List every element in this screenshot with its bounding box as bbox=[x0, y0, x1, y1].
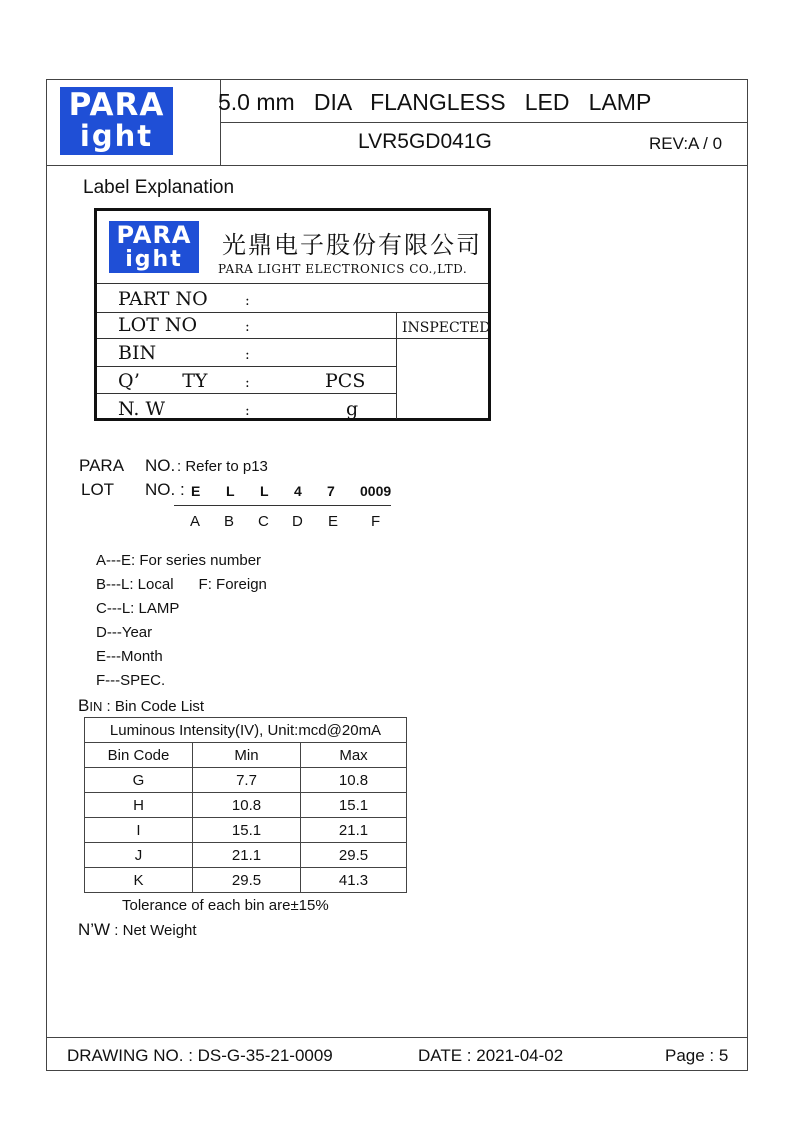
label-field-qty: Q’ TY bbox=[118, 370, 208, 392]
label-colon: : bbox=[245, 375, 250, 391]
max-cell: 21.1 bbox=[301, 818, 407, 843]
min-cell: 29.5 bbox=[193, 868, 301, 893]
lot-letter-c: C bbox=[258, 513, 269, 530]
explanation-line: C---L: LAMP bbox=[96, 600, 180, 617]
bin-code-cell: J bbox=[85, 843, 193, 868]
lot-underline bbox=[174, 505, 391, 506]
label-colon: : bbox=[245, 319, 250, 335]
label-row-line bbox=[97, 393, 396, 394]
explanation-line: F---SPEC. bbox=[96, 672, 166, 689]
para-no-value: : Refer to p13 bbox=[177, 458, 268, 475]
footer-divider bbox=[47, 1037, 747, 1038]
lot-no-label: NO. : bbox=[145, 480, 185, 499]
bin-code-cell: G bbox=[85, 768, 193, 793]
explanation-line: D---Year bbox=[96, 624, 153, 641]
logo-line-1: PARA bbox=[68, 87, 165, 123]
lot-letter-a: A bbox=[190, 513, 201, 530]
table-caption-row bbox=[85, 718, 407, 743]
company-name-english: PARA LIGHT ELECTRONICS CO.,LTD. bbox=[218, 262, 468, 276]
label-field-lot-no: LOT NO bbox=[118, 314, 198, 336]
inspected-stamp-label: INSPECTED bbox=[402, 320, 491, 336]
label-field-nw: N. W bbox=[118, 398, 166, 420]
bin-code-cell: H bbox=[85, 793, 193, 818]
lot-code-f: 0009 bbox=[360, 483, 392, 499]
table-caption: Luminous Intensity(IV), Unit:mcd@20mA bbox=[85, 718, 407, 743]
label-col-line bbox=[396, 312, 397, 419]
lot-code-e: 7 bbox=[327, 483, 335, 499]
bin-heading-small: IN bbox=[89, 699, 103, 714]
label-colon: : bbox=[245, 403, 250, 419]
table-row bbox=[85, 818, 407, 843]
label-row-line bbox=[97, 366, 396, 367]
label-logo-line-2: ight bbox=[125, 247, 183, 272]
label-colon: : bbox=[245, 293, 250, 309]
label-weight-unit: g bbox=[346, 398, 359, 420]
bin-code-cell: I bbox=[85, 818, 193, 843]
max-cell: 41.3 bbox=[301, 868, 407, 893]
lot-letter-e: E bbox=[328, 513, 339, 530]
para-no-label: NO. bbox=[145, 456, 176, 475]
lot-letter-f: F bbox=[371, 513, 381, 530]
bin-heading-big: B bbox=[78, 696, 90, 715]
explanation-line: E---Month bbox=[96, 648, 163, 665]
revision: REV:A / 0 bbox=[649, 134, 723, 153]
document-title: 5.0 mm DIA FLANGLESS LED LAMP bbox=[218, 89, 652, 115]
bin-code-cell: K bbox=[85, 868, 193, 893]
table-row bbox=[85, 868, 407, 893]
lot-code-b: L bbox=[226, 483, 235, 499]
label-qty-unit: PCS bbox=[325, 370, 366, 392]
min-cell: 7.7 bbox=[193, 768, 301, 793]
label-logo-line-1: PARA bbox=[116, 221, 192, 249]
drawing-number: DRAWING NO. : DS-G-35-21-0009 bbox=[67, 1046, 333, 1065]
table-row bbox=[85, 793, 407, 818]
lot-code-c: L bbox=[260, 483, 269, 499]
label-sample bbox=[94, 208, 491, 421]
bin-description: : Bin Code List bbox=[106, 698, 205, 715]
max-cell: 10.8 bbox=[301, 768, 407, 793]
logo-line-2: ight bbox=[79, 119, 154, 153]
section-title: Label Explanation bbox=[83, 177, 235, 198]
nw-description: : Net Weight bbox=[114, 922, 197, 939]
column-header: Max bbox=[301, 743, 407, 768]
bin-code-table bbox=[84, 717, 407, 893]
tolerance-note: Tolerance of each bin are±15% bbox=[122, 897, 329, 914]
min-cell: 10.8 bbox=[193, 793, 301, 818]
label-row-line bbox=[97, 312, 488, 313]
label-field-bin: BIN bbox=[118, 342, 157, 364]
bin-heading bbox=[78, 696, 204, 716]
column-header: Bin Code bbox=[85, 743, 193, 768]
lot-letter-d: D bbox=[292, 513, 303, 530]
nw-label: N’W bbox=[78, 920, 111, 939]
lot-code-d: 4 bbox=[294, 483, 302, 499]
column-header: Min bbox=[193, 743, 301, 768]
lot-label: LOT bbox=[81, 480, 115, 499]
lot-code-a: E bbox=[191, 483, 201, 499]
label-row-line bbox=[97, 283, 488, 284]
table-row bbox=[85, 768, 407, 793]
max-cell: 15.1 bbox=[301, 793, 407, 818]
label-row-line bbox=[97, 338, 488, 339]
min-cell: 21.1 bbox=[193, 843, 301, 868]
header-divider-bottom bbox=[47, 165, 747, 166]
lot-letter-b: B bbox=[224, 513, 235, 530]
min-cell: 15.1 bbox=[193, 818, 301, 843]
page-number: Page : 5 bbox=[665, 1046, 729, 1065]
label-logo bbox=[109, 221, 199, 273]
table-row bbox=[85, 843, 407, 868]
para-label: PARA bbox=[79, 456, 125, 475]
label-field-part-no: PART NO bbox=[118, 288, 208, 310]
part-number: LVR5GD041G bbox=[358, 130, 492, 153]
max-cell: 29.5 bbox=[301, 843, 407, 868]
company-name-chinese: 光鼎电子股份有限公司 bbox=[222, 231, 482, 259]
para-light-logo bbox=[60, 87, 173, 155]
explanation-line: B---L: Local F: Foreign bbox=[96, 576, 267, 593]
table-header-row bbox=[85, 743, 407, 768]
label-colon: : bbox=[245, 347, 250, 363]
explanation-line: A---E: For series number bbox=[96, 552, 262, 569]
document-date: DATE : 2021-04-02 bbox=[418, 1046, 564, 1065]
net-weight-note bbox=[78, 920, 197, 940]
header-divider-middle bbox=[220, 122, 748, 123]
